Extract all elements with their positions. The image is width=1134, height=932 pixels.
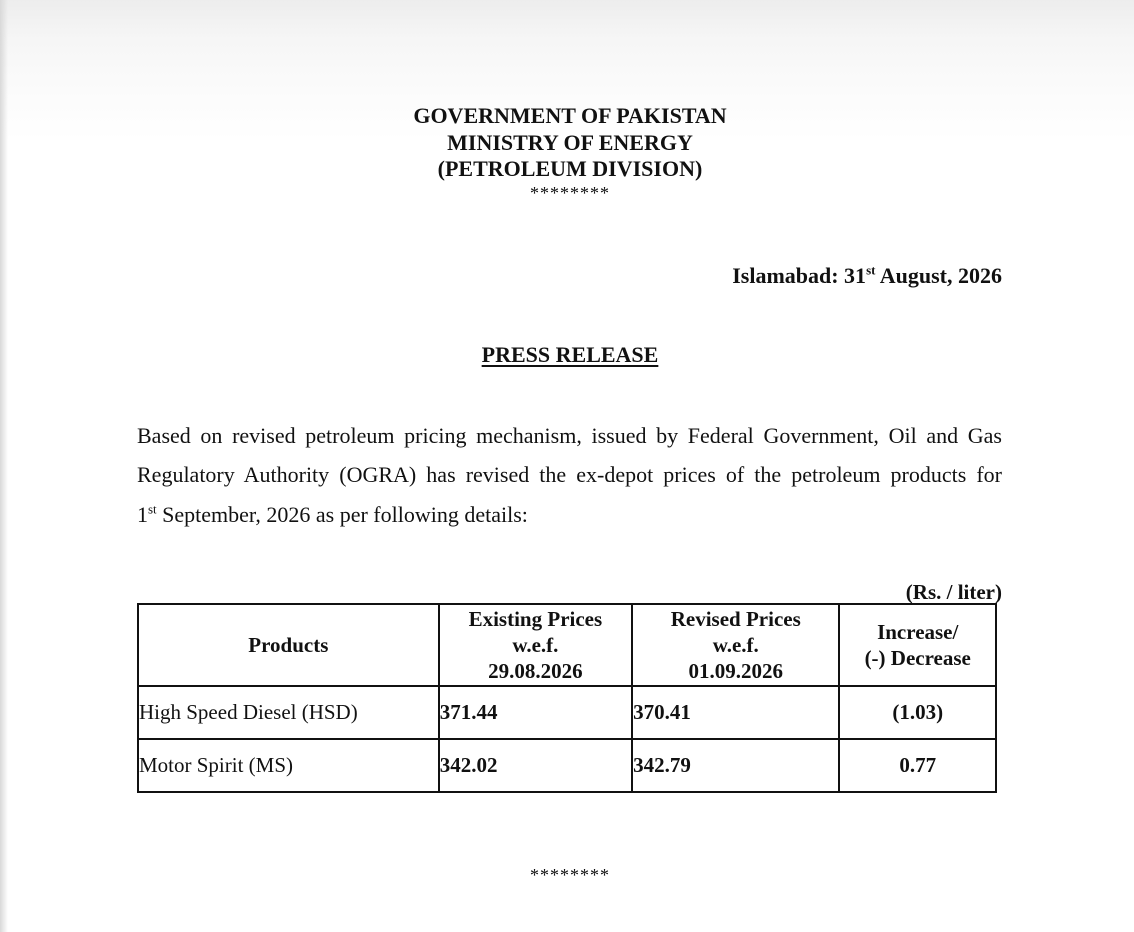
header-change-line-2: (-) Decrease: [864, 646, 971, 670]
dateline-suffix: August, 2026: [875, 263, 1002, 288]
header-government: GOVERNMENT OF PAKISTAN: [413, 103, 727, 128]
dateline-ordinal: st: [866, 262, 876, 278]
header-change: [839, 604, 996, 686]
body-line-3: [137, 502, 1002, 528]
header-revised-line-3: 01.09.2026: [688, 659, 783, 683]
header-division: (PETROLEUM DIVISION): [437, 156, 703, 181]
separator-top: ********: [530, 183, 610, 203]
price-change: 0.77: [839, 739, 996, 792]
header-revised-prices: [632, 604, 839, 686]
dateline-prefix: Islamabad: 31: [732, 263, 867, 288]
product-name: High Speed Diesel (HSD): [138, 686, 439, 739]
separator-bottom: ********: [530, 865, 610, 885]
header-revised-line-2: w.e.f.: [712, 633, 759, 657]
header-existing-line-3: 29.08.2026: [488, 659, 583, 683]
table-row: [138, 686, 996, 739]
body-line-2: Regulatory Authority (OGRA) has revised the ex-depot prices of the petroleum products for: [137, 462, 1002, 487]
header-existing-line-2: w.e.f.: [512, 633, 559, 657]
unit-note: (Rs. / liter): [905, 580, 1002, 604]
dateline: [700, 263, 1002, 289]
product-name: Motor Spirit (MS): [138, 739, 439, 792]
header-revised-line-1: Revised Prices: [670, 607, 801, 631]
body-line-3-prefix: 1: [137, 502, 148, 527]
price-change: (1.03): [839, 686, 996, 739]
press-release-title: PRESS RELEASE: [481, 342, 659, 367]
header-existing-prices: [439, 604, 632, 686]
page-edge-shadow: [0, 0, 8, 932]
body-line-3-suffix: September, 2026 as per following details:: [156, 502, 528, 527]
table-row: [138, 739, 996, 792]
header-change-line-1: Increase/: [877, 620, 959, 644]
existing-price: 342.02: [439, 739, 632, 792]
revised-price: 370.41: [632, 686, 839, 739]
header-existing-line-1: Existing Prices: [468, 607, 603, 631]
header-products: Products: [138, 604, 439, 686]
body-line-1: Based on revised petroleum pricing mechanism, issued by Federal Government, Oil and Gas: [137, 423, 1002, 448]
price-table: [137, 603, 997, 793]
table-header-row: [138, 604, 996, 686]
existing-price: 371.44: [439, 686, 632, 739]
header-ministry: MINISTRY OF ENERGY: [447, 130, 693, 155]
revised-price: 342.79: [632, 739, 839, 792]
body-line-3-ordinal: st: [148, 501, 157, 517]
